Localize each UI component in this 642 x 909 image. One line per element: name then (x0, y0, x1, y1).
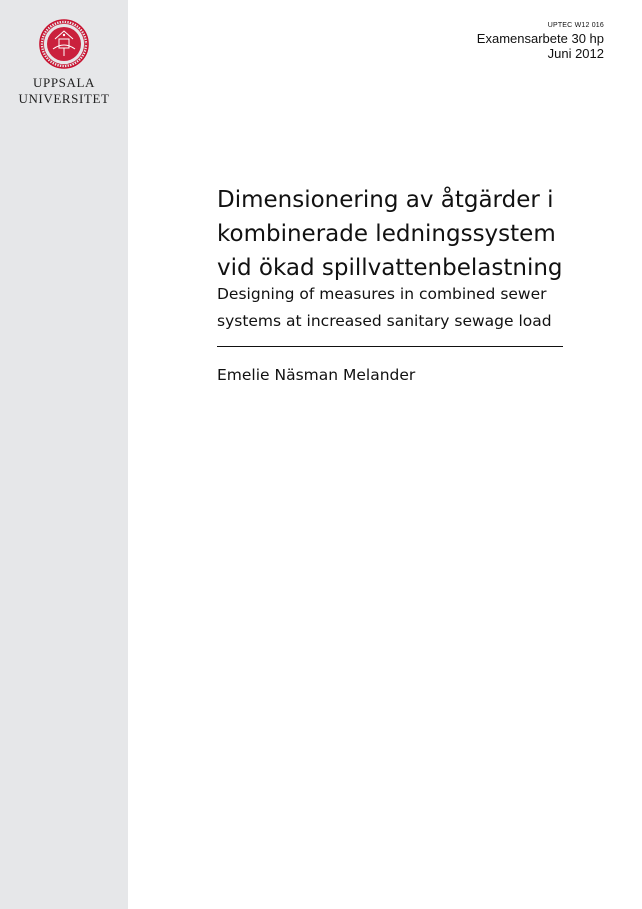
series-number: UPTEC W12 016 (547, 22, 604, 29)
sidebar-panel (0, 0, 128, 909)
publication-date: Juni 2012 (547, 46, 604, 61)
university-seal-icon (39, 19, 89, 69)
university-name-line-2: UNIVERSITET (18, 91, 110, 106)
title-divider (217, 346, 563, 347)
report-meta (477, 21, 604, 61)
english-title: Designing of measures in combined sewer systems at increased sanitary sewage load (217, 285, 552, 330)
swedish-title: Dimensionering av åtgärder i kombinerade ledningssystem vid ökad spillvattenbelastning (217, 187, 563, 281)
university-name (0, 75, 128, 107)
thesis-type: Examensarbete 30 hp (476, 31, 604, 46)
author-name: Emelie Näsman Melander (217, 366, 416, 384)
university-name-line-1: UPPSALA (33, 75, 95, 90)
